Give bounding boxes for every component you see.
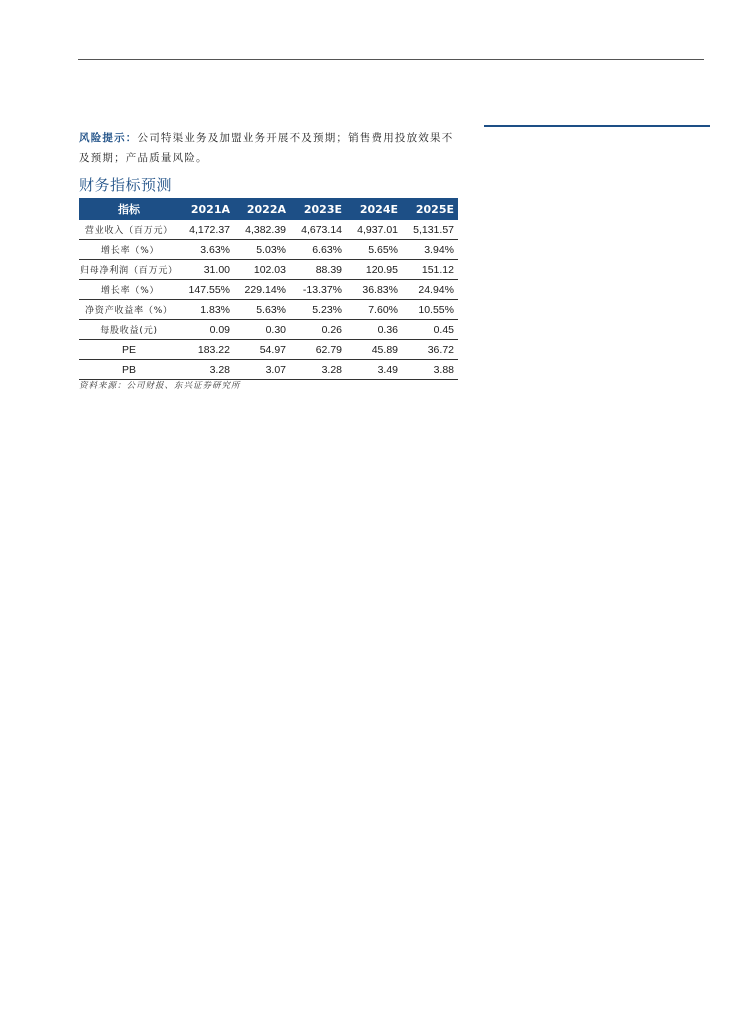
table-cell: 3.28	[290, 360, 346, 380]
source-note: 资料来源：公司财报、东兴证券研究所	[79, 381, 241, 391]
row-label: 每股收益(元)	[79, 320, 179, 340]
table-cell: 0.09	[179, 320, 234, 340]
table-cell: 88.39	[290, 260, 346, 280]
table-cell: 151.12	[402, 260, 458, 280]
column-header: 2021A	[179, 198, 234, 220]
table-cell: 3.63%	[179, 240, 234, 260]
table-row	[79, 240, 458, 260]
table-row	[79, 280, 458, 300]
financial-forecast-table	[79, 198, 458, 380]
column-header: 2022A	[234, 198, 290, 220]
table-cell: 7.60%	[346, 300, 402, 320]
row-label: PB	[79, 360, 179, 380]
table-cell: 3.07	[234, 360, 290, 380]
table-cell: 0.26	[290, 320, 346, 340]
risk-label: 风险提示：	[79, 132, 138, 144]
table-cell: 0.30	[234, 320, 290, 340]
row-label: 增长率（%）	[79, 240, 179, 260]
column-header: 2023E	[290, 198, 346, 220]
table-cell: 4,937.01	[346, 220, 402, 240]
table-row	[79, 260, 458, 280]
row-label: 净资产收益率（%）	[79, 300, 179, 320]
row-label: 归母净利润（百万元）	[79, 260, 179, 280]
row-label: PE	[79, 340, 179, 360]
table-row	[79, 360, 458, 380]
table-cell: 5.03%	[234, 240, 290, 260]
table-header-row	[79, 198, 458, 220]
table-cell: 5.23%	[290, 300, 346, 320]
table-cell: 6.63%	[290, 240, 346, 260]
table-cell: 62.79	[290, 340, 346, 360]
table-row	[79, 320, 458, 340]
table-cell: 4,172.37	[179, 220, 234, 240]
table-cell: 0.36	[346, 320, 402, 340]
table-row	[79, 300, 458, 320]
table-cell: 4,673.14	[290, 220, 346, 240]
table-cell: 54.97	[234, 340, 290, 360]
table-cell: 10.55%	[402, 300, 458, 320]
column-header: 指标	[79, 198, 179, 220]
table-cell: 102.03	[234, 260, 290, 280]
table-cell: -13.37%	[290, 280, 346, 300]
table-cell: 3.88	[402, 360, 458, 380]
table-cell: 45.89	[346, 340, 402, 360]
column-header: 2024E	[346, 198, 402, 220]
table-row	[79, 220, 458, 240]
table-cell: 147.55%	[179, 280, 234, 300]
column-header: 2025E	[402, 198, 458, 220]
risk-warning	[79, 128, 461, 168]
table-cell: 120.95	[346, 260, 402, 280]
table-cell: 31.00	[179, 260, 234, 280]
header-rule	[78, 59, 704, 60]
table-cell: 1.83%	[179, 300, 234, 320]
table-cell: 5.63%	[234, 300, 290, 320]
table-cell: 229.14%	[234, 280, 290, 300]
table-cell: 4,382.39	[234, 220, 290, 240]
table-cell: 36.72	[402, 340, 458, 360]
table-cell: 183.22	[179, 340, 234, 360]
risk-text: 公司特渠业务及加盟业务开展不及预期；销售费用投放效果不及预期；产品质量风险。	[79, 132, 454, 164]
table-cell: 36.83%	[346, 280, 402, 300]
row-label: 增长率（%）	[79, 280, 179, 300]
table-cell: 24.94%	[402, 280, 458, 300]
row-label: 营业收入（百万元）	[79, 220, 179, 240]
table-row	[79, 340, 458, 360]
table-cell: 5.65%	[346, 240, 402, 260]
table-cell: 0.45	[402, 320, 458, 340]
table-cell: 3.49	[346, 360, 402, 380]
sidebar-rule	[484, 125, 710, 127]
table-cell: 5,131.57	[402, 220, 458, 240]
section-title: 财务指标预测	[79, 176, 173, 194]
table-cell: 3.94%	[402, 240, 458, 260]
table-cell: 3.28	[179, 360, 234, 380]
